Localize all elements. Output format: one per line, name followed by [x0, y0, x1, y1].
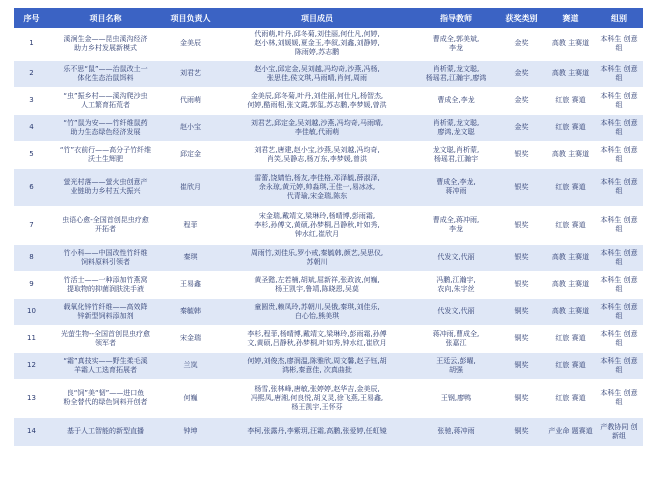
project-name: 虫语心愈-全国首创昆虫疗愈 开拓者 — [49, 206, 162, 244]
project-name: “竹”衣前行——高分子竹纤维 沃土生辉肥 — [49, 141, 162, 168]
table-row — [14, 87, 643, 114]
row-no: 12 — [14, 352, 49, 379]
row-no: 13 — [14, 379, 49, 417]
table-row — [14, 28, 643, 60]
project-leader: 钟坤 — [162, 417, 219, 446]
advisor-teachers: 冯鹏,江瀚宇, 农向,朱宇丝 — [415, 271, 497, 298]
table-header-row — [14, 8, 643, 28]
project-members: 李杉,程菲,杨晴博,戴靖文,梁琳玲,彭雨霜,孙傅 文,黄硕,吕静秋,孙梦桐,叶如秀,钟水红,崔欣月 — [219, 325, 415, 352]
award-category: 铜奖 — [497, 298, 546, 325]
header-project-name: 项目名称 — [49, 8, 162, 28]
competition-track: 红旅 赛道 — [546, 206, 595, 244]
project-name: 竹小科——中国改性竹纤维 饲料原料引领者 — [49, 244, 162, 271]
competition-group: 本科生 创意组 — [595, 244, 643, 271]
header-members: 项目成员 — [219, 8, 415, 28]
project-name: 载氧化锌竹纤维——高效降 锌新型饲料添加剂 — [49, 298, 162, 325]
row-no: 9 — [14, 271, 49, 298]
project-members: 宋金瑞,戴靖文,梁琳玲,杨晴博,彭雨霜, 李杉,孙傅文,黄硕,孙梦桐,吕静秋,叶如秀, 钟水红,崔欣月 — [219, 206, 415, 244]
award-category: 银奖 — [497, 168, 546, 206]
competition-track: 高教 主赛道 — [546, 60, 595, 87]
project-leader: 刘君艺 — [162, 60, 219, 87]
competition-group: 本科生 创意组 — [595, 168, 643, 206]
row-no: 5 — [14, 141, 49, 168]
project-name: 乐不思“鼠”——治鼠改土一 体化生态治鼠饵料 — [49, 60, 162, 87]
header-leader: 项目负责人 — [162, 8, 219, 28]
competition-track: 红旅 赛道 — [546, 379, 595, 417]
advisor-teachers: 王钢,廖鸭 — [415, 379, 497, 417]
project-leader: 宋金瑞 — [162, 325, 219, 352]
competition-group: 本科生 创意组 — [595, 114, 643, 141]
competition-group: 本科生 创意组 — [595, 60, 643, 87]
header-no: 序号 — [14, 8, 49, 28]
project-members: 赵小宝,邱定金,吴刘越,冯均奇,沙燕,冯杨, 张思佳,侯文琪,马雨晴,肖何,周雨 — [219, 60, 415, 87]
table-row — [14, 60, 643, 87]
header-group: 组别 — [595, 8, 643, 28]
row-no: 8 — [14, 244, 49, 271]
advisor-teachers: 代发文,代丽 — [415, 298, 497, 325]
competition-group: 本科生 创意组 — [595, 271, 643, 298]
row-no: 1 — [14, 28, 49, 60]
competition-track: 红旅 赛道 — [546, 114, 595, 141]
competition-group: 本科生 创意组 — [595, 206, 643, 244]
award-category: 银奖 — [497, 206, 546, 244]
competition-group: 本科生 创意组 — [595, 379, 643, 417]
project-members: 李柯,张露丹,李紫玥,汪霜,高鹏,张爱婷,任虹镜 — [219, 417, 415, 446]
competition-group: 本科生 创意组 — [595, 325, 643, 352]
project-leader: 代雨萌 — [162, 87, 219, 114]
project-members: 何婷,刘俊杰,廖润温,陈雅欣,周文馨,赵子钰,胡 鸿彬,秦意佳, 次真曲批 — [219, 352, 415, 379]
row-no: 14 — [14, 417, 49, 446]
advisor-teachers: 王廷云,彭曜, 胡强 — [415, 352, 497, 379]
advisor-teachers: 曹成全,李龙, 蒋冲雨 — [415, 168, 497, 206]
competition-track: 红旅 赛道 — [546, 168, 595, 206]
award-category: 银奖 — [497, 141, 546, 168]
advisor-teachers: 曹成全,蒋冲雨, 李龙 — [415, 206, 497, 244]
competition-track: 高教 主赛道 — [546, 244, 595, 271]
award-category: 铜奖 — [497, 417, 546, 446]
header-award: 获奖类别 — [497, 8, 546, 28]
project-members: 金美辰,邱冬菊,叶丹,刘佳丽,何仕凡,杨智杰, 何婷,酷雨相,张文霞,郭玺,苏志鹏,李梦媛,曾洪 — [219, 87, 415, 114]
advisor-teachers: 曹成全,郭美斌, 李龙 — [415, 28, 497, 60]
project-leader: 邱定金 — [162, 141, 219, 168]
award-category: 铜奖 — [497, 325, 546, 352]
row-no: 3 — [14, 87, 49, 114]
competition-track: 高教 主赛道 — [546, 271, 595, 298]
competition-group: 本科生 创意组 — [595, 87, 643, 114]
table-row — [14, 325, 643, 352]
project-members: 周雨竹,刘佳乐,罗小戒,秦毓韩,颜艺,吴思仪, 苏朝川 — [219, 244, 415, 271]
row-no: 2 — [14, 60, 49, 87]
competition-track: 红旅 赛道 — [546, 87, 595, 114]
project-members: 童圆贵,赖凤玲,苏朝川,吴俄,秦琪,刘佳乐, 白心怡,熊美琪 — [219, 298, 415, 325]
advisor-teachers: 肖析蒙,龙文聪, 杨瑶君,江瀚宇,廖鸿 — [415, 60, 497, 87]
advisor-teachers: 蒋冲雨,曹成全, 张嘉江 — [415, 325, 497, 352]
competition-track: 红旅 赛道 — [546, 325, 595, 352]
project-name: 光萤生物--全国首创昆虫疗愈 领军者 — [49, 325, 162, 352]
project-name: “竹”鼠为安——竹纤维鼠药 助力生态绿色经济发展 — [49, 114, 162, 141]
project-leader: 秦琪 — [162, 244, 219, 271]
project-members: 杨雪,张林峰,唐敏,张婷婷,赵华吉,金美辰, 冯熙凤,唐湘,何良悦,胡义灵,徐飞燕,王易鑫, 杨王凯宇,王怀芬 — [219, 379, 415, 417]
competition-track: 红旅 赛道 — [546, 352, 595, 379]
table-row — [14, 114, 643, 141]
project-name: 良“饲”美“韧”——进口鱼 粉全替代的绿色饲料开创者 — [49, 379, 162, 417]
table-row — [14, 298, 643, 325]
award-category: 铜奖 — [497, 352, 546, 379]
advisor-teachers: 肖析蒙,龙文聪, 廖鸿,龙文聪 — [415, 114, 497, 141]
project-name: “霜”真技实——野生柔毛溪 羊霜人工选育拓展者 — [49, 352, 162, 379]
project-members: 刘君艺,邱定金,吴刘越,沙燕,冯均奇,马雨晴, 李佳敏,代雨萌 — [219, 114, 415, 141]
competition-group: 本科生 创意组 — [595, 352, 643, 379]
project-name: 竹活士——一种添加竹燕窝 提取物的抑菌润肤洗手液 — [49, 271, 162, 298]
project-leader: 程菲 — [162, 206, 219, 244]
row-no: 11 — [14, 325, 49, 352]
table-row — [14, 379, 643, 417]
competition-track: 高教 主赛道 — [546, 28, 595, 60]
project-name: 溪涧生金——昆虫溪沟经济 助力乡村发展新模式 — [49, 28, 162, 60]
award-category: 金奖 — [497, 87, 546, 114]
award-category: 银奖 — [497, 271, 546, 298]
project-leader: 赵小宝 — [162, 114, 219, 141]
row-no: 4 — [14, 114, 49, 141]
award-category: 银奖 — [497, 244, 546, 271]
project-name: “虫”振乡村——溪沟爬沙虫 人工繁育拓荒者 — [49, 87, 162, 114]
award-category: 金奖 — [497, 114, 546, 141]
project-leader: 金美辰 — [162, 28, 219, 60]
project-leader: 兰岚 — [162, 352, 219, 379]
table-row — [14, 141, 643, 168]
award-category: 铜奖 — [497, 379, 546, 417]
advisor-teachers: 张驰,蒋冲雨 — [415, 417, 497, 446]
project-name: 萤光村落——萤火虫创意产 业链助力乡村五大振兴 — [49, 168, 162, 206]
competition-track: 高教 主赛道 — [546, 141, 595, 168]
advisor-teachers: 龙文聪,肖析蒙, 杨瑶君,江瀚宇 — [415, 141, 497, 168]
project-members: 代雨萌,叶丹,邱冬菊,刘佳丽,何仕凡,何婷, 赵小林,刘媛媛,夏金玉,李叙,刘鑫,刘静婷, 陈雨婷,苏志鹏 — [219, 28, 415, 60]
advisor-teachers: 代发文,代丽 — [415, 244, 497, 271]
row-no: 7 — [14, 206, 49, 244]
table-row — [14, 206, 643, 244]
advisor-teachers: 曹成全,李龙 — [415, 87, 497, 114]
project-members: 刘君艺,唐建,赵小宝,沙燕,吴刘越,冯均奇, 肖笑,吴静志,杨万东,李梦媛,曾洪 — [219, 141, 415, 168]
row-no: 6 — [14, 168, 49, 206]
award-category: 金奖 — [497, 28, 546, 60]
table-row — [14, 271, 643, 298]
project-leader: 何巍 — [162, 379, 219, 417]
competition-group: 本科生 创意组 — [595, 141, 643, 168]
award-category: 金奖 — [497, 60, 546, 87]
header-track: 赛道 — [546, 8, 595, 28]
table-row — [14, 168, 643, 206]
competition-group: 本科生 创意组 — [595, 28, 643, 60]
competition-group: 本科生 创意组 — [595, 298, 643, 325]
competition-group: 产教协同 创新组 — [595, 417, 643, 446]
awards-table — [14, 8, 643, 447]
project-members: 雷蕾,饶婧怡,杨友,李佳格,邓泽毓,薛淑泽, 余永琼,黄元婷,帅淼琪,王佳一,易冰冰, 代青瑜,宋金瑞,陈东 — [219, 168, 415, 206]
table-row — [14, 244, 643, 271]
table-row — [14, 352, 643, 379]
project-leader: 崔欣月 — [162, 168, 219, 206]
project-leader: 王易鑫 — [162, 271, 219, 298]
project-name: 基于人工智能的新型直播 — [49, 417, 162, 446]
competition-track: 高教 主赛道 — [546, 298, 595, 325]
row-no: 10 — [14, 298, 49, 325]
table-row — [14, 417, 643, 446]
competition-track: 产业命 题赛道 — [546, 417, 595, 446]
project-members: 黄圣懿,左若楠,胡斌,屈新祥,张政波,何巍, 杨王凯宇,鲁靖,陈晓恩,吴莫 — [219, 271, 415, 298]
project-leader: 秦毓韩 — [162, 298, 219, 325]
header-teacher: 指导教师 — [415, 8, 497, 28]
